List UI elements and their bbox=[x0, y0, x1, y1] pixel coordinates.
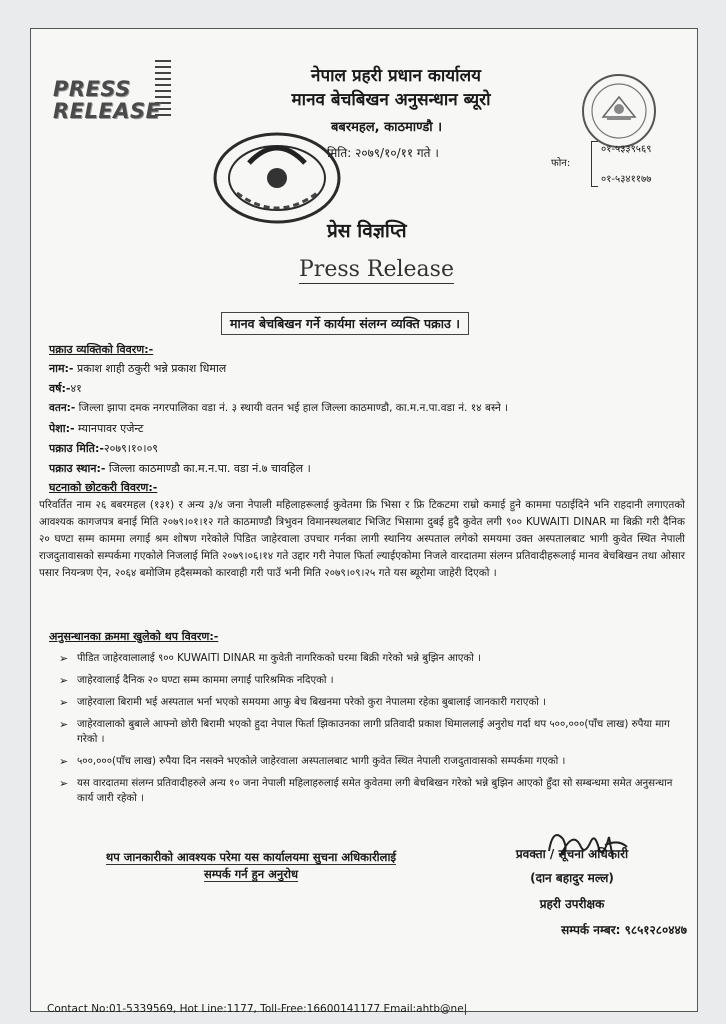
arrest-place-value: जिल्ला काठमाण्डौ का.म.न.पा. वडा नं.७ चावहिल । bbox=[108, 462, 311, 475]
incident-heading: घटनाको छोटकरी विवरण:- bbox=[49, 481, 158, 494]
office-name: नेपाल प्रहरी प्रधान कार्यालय bbox=[311, 66, 481, 86]
press-release-logo bbox=[49, 51, 177, 133]
list-item: ➢ जाहेरवालाको बुबाले आफ्नो छोरी बिरामी भएको हुदा नेपाल फिर्ता झिकाउनका लागी प्रतिवादी प्रकाश धिमाललाई अनुरोध गर्दा थप ५००,०००(पाँच लाख) रुपैया माग गरेको । bbox=[59, 718, 670, 745]
title-english: Press Release bbox=[299, 257, 454, 282]
note-line-1: थप जानकारीको आवश्यक परेमा यस कार्यालयमा सुचना अधिकारीलाई bbox=[105, 850, 397, 864]
signatory-rank: प्रहरी उपरीक्षक bbox=[539, 897, 605, 911]
occupation-label: पेशा:- bbox=[49, 422, 75, 435]
document-page bbox=[30, 28, 698, 1015]
office-address: बबरमहल, काठमाण्डौ । bbox=[331, 120, 443, 135]
detail-occupation bbox=[49, 421, 143, 436]
list-item: ➢ जाहेरवालाई दैनिक २० घण्टा सम्म काममा लगाई पारिश्रमिक नदिएको । bbox=[59, 674, 334, 687]
age-label: वर्ष:- bbox=[49, 382, 71, 395]
investigation-list bbox=[59, 651, 679, 813]
details-heading: पक्राउ व्यक्तिको विवरण:- bbox=[49, 343, 154, 356]
signatory-role: प्रवक्ता / सूचना अधिकारी bbox=[515, 847, 629, 861]
address-value: जिल्ला झापा दमक नगरपालिका वडा नं. ३ स्थायी वतन भई हाल जिल्ला काठमाण्डौ, का.म.न.पा.वडा नं. १४ बस्ने । bbox=[78, 402, 509, 414]
detail-name bbox=[49, 361, 226, 376]
phone-number-2: ०१-५३४११७७ bbox=[601, 174, 652, 185]
detail-address bbox=[49, 401, 508, 415]
bureau-name: मानव बेचबिखन अनुसन्धान ब्यूरो bbox=[291, 90, 491, 110]
arrow-bullet-icon: ➢ bbox=[59, 777, 69, 790]
arrow-bullet-icon: ➢ bbox=[59, 718, 69, 731]
list-item: ➢ पीडित जाहेरवालालाई ९०० KUWAITI DINAR मा कुवेती नागरिकको घरमा बिक्री गरेको भन्ने बुझिन आएको । bbox=[59, 652, 481, 665]
release-date: मिति: २०७९/१०/११ गते । bbox=[327, 146, 439, 160]
address-label: वतन:- bbox=[49, 402, 76, 414]
arrow-bullet-icon: ➢ bbox=[59, 696, 69, 709]
signatory-name: (दान बहादुर मल्ल) bbox=[530, 871, 614, 885]
name-label: नाम:- bbox=[49, 362, 74, 375]
arrow-bullet-icon: ➢ bbox=[59, 755, 69, 768]
detail-arrest-date bbox=[49, 441, 158, 456]
office-stamp bbox=[207, 123, 347, 233]
title-nepali: प्रेस विज्ञप्ति bbox=[327, 220, 407, 242]
age-value: ४१ bbox=[70, 382, 82, 395]
subject-box: मानव बेचबिखन गर्ने कार्यमा संलग्न व्यक्ति पक्राउ । bbox=[221, 312, 469, 335]
list-item: ➢ यस वारदातमा संलग्न प्रतिवादीहरुले अन्य १० जना नेपाली महिलाहरुलाई समेत कुवेतमा लगी बेचबिखन गरेको भन्ने बुझिन आएको हुँदा सो सम्बन्धमा समेत अनुसन्धान कार्य जारी रहेको । bbox=[59, 777, 673, 804]
logo-line-1: PRESS bbox=[53, 77, 131, 101]
list-item: ➢ ५००,०००(पाँच लाख) रुपैया दिन नसक्ने भएकोले जाहेरवाला अस्पतालबाट भागी कुवेत स्थित नेपाली राजदुतावासको सम्पर्कमा गएको । bbox=[59, 755, 566, 768]
incident-paragraph: परिवर्तित नाम २६ बबरमहल (१३१) र अन्य ३/४ जना नेपाली महिलाहरूलाई कुवेतमा फ्रि भिसा र फ्रि टिकटमा राम्रो कमाई हुने काममा पठाईदिने भनि राहदानी लगाएतको आवश्यक कागजपत्र बनाई मिति २०७९।०१।१२ गते काठमाण्डौ त्रिभुवन विमानस्थलबाट भिजिट भिसामा दुबई हुदै कुवेत लगी ९०० KUWAITI DINAR मा बिक्री गरी दैनिक २० घण्टा सम्म काममा लगाई श्रम शोषण गरेकोले पिडित जाहेरवाला उपचार गर्नका लागी स्थानिय अस्पताल लगेको समयमा उक्त अस्पतालबाट भागी कुवेत स्थित नेपाली राजदुतावासको सम्पर्कमा गएकोले निजलाई मिति २०७९।०६।१४ गते उद्दार गरी नेपाल फिर्ता ल्याईएकोमा निजले वारदातमा संलग्न प्रतिवादीहरूलाई मानव बेचबिखन तथा ओसार पसार नियन्त्रण ऐन, २०६४ बमोजिम हदैसम्मको कारवाही गरी पाउँ भनी मिति २०७९।०९।२५ गते यस ब्यूरोमा जाहेरी दिएको । bbox=[39, 499, 685, 579]
contact-bar: Contact No:01-5339569, Hot Line:1177, Toll-Free:16600141177 Email:ahtb@ne| bbox=[47, 1003, 468, 1015]
arrow-bullet-icon: ➢ bbox=[59, 674, 69, 687]
contact-request-note bbox=[91, 849, 411, 883]
name-value: प्रकाश शाही ठकुरी भन्ने प्रकाश धिमाल bbox=[77, 362, 227, 375]
list-item: ➢ जाहेरवाला बिरामी भई अस्पताल भर्ना भएको समयमा आफु बेच बिखनमा परेको कुरा नेपालमा रहेका बुबालाई जानकारी गराएको । bbox=[59, 696, 547, 709]
arrow-bullet-icon: ➢ bbox=[59, 652, 69, 665]
phone-number-1: ०१-५३३९५६९ bbox=[601, 144, 652, 155]
arrest-date-label: पक्राउ मिति:- bbox=[49, 442, 104, 455]
occupation-value: म्यानपावर एजेन्ट bbox=[78, 422, 144, 435]
logo-line-2: RELEASE bbox=[53, 99, 161, 123]
arrest-place-label: पक्राउ स्थान:- bbox=[49, 462, 106, 475]
signatory-contact: सम्पर्क नम्बर: ९८५१२८०४४७ bbox=[561, 923, 687, 937]
detail-arrest-place bbox=[49, 461, 311, 476]
investigation-heading: अनुसन्धानका क्रममा खुलेको थप विवरण:- bbox=[49, 630, 219, 643]
phone-label: फोन: bbox=[551, 158, 571, 169]
arrest-date-value: २०७९।१०।०९ bbox=[103, 442, 159, 455]
police-emblem-icon bbox=[569, 73, 669, 149]
note-line-2: सम्पर्क गर्न हुन अनुरोध bbox=[203, 867, 299, 881]
detail-age bbox=[49, 381, 82, 396]
phone-bracket bbox=[591, 141, 598, 187]
